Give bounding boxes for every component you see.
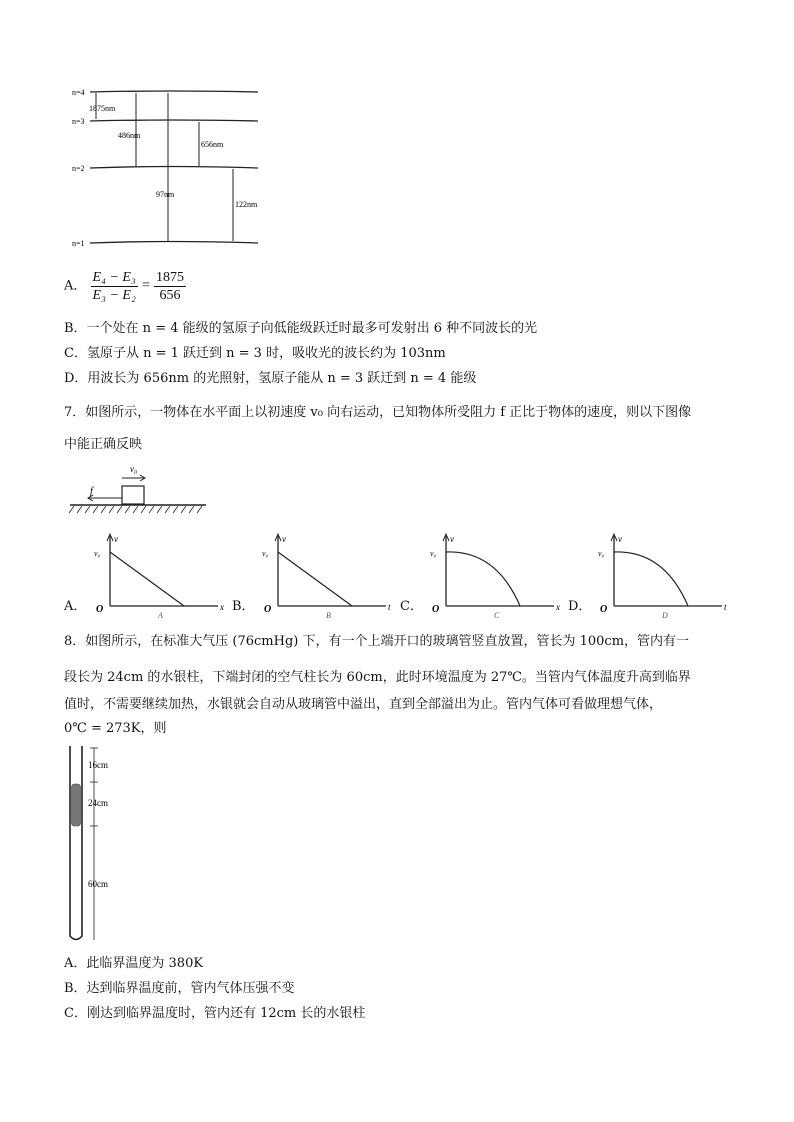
tube-label-60cm: 60cm xyxy=(88,879,108,889)
hatch-mark xyxy=(165,506,170,513)
q6-option-a-rhs xyxy=(154,269,186,304)
velocity-curve-linear xyxy=(110,552,184,606)
q8-option-a: A．此临界温度为 380K xyxy=(64,956,204,971)
x-axis-label: x xyxy=(220,602,224,612)
q7-stem-line-2: 中能正确反映 xyxy=(64,437,143,452)
q6-option-a-lhs-den: E₃ − E₂ xyxy=(92,287,136,303)
hatch-mark xyxy=(189,506,194,513)
tube-outline xyxy=(70,746,82,940)
level-line-n1 xyxy=(90,242,258,244)
q8-stem-line-4: 0℃ = 273K，则 xyxy=(64,721,167,736)
q6-option-d: D．用波长为 656nm 的光照射，氢原子能从 n = 3 跃迁到 n = 4 能级 xyxy=(64,371,477,386)
q6-option-a-lhs xyxy=(91,269,138,304)
q7-graph-c xyxy=(426,530,566,620)
level-label-n3: n=3 xyxy=(72,117,85,126)
y-axis-label: v xyxy=(618,534,622,544)
wavelength-label-97: 97nm xyxy=(156,190,175,199)
level-line-n4 xyxy=(90,91,258,92)
graph-sublabel: B xyxy=(326,611,331,620)
graph-sublabel: A xyxy=(158,611,163,620)
x-axis-label: x xyxy=(556,602,560,612)
level-line-n2 xyxy=(90,167,258,169)
v0-tick-label: v₀ xyxy=(598,549,605,558)
q8-stem-line-3: 值时，不需要继续加热，水银就会自动从玻璃管中溢出，直到全部溢出为止。管内气体可看做理想气体， xyxy=(64,697,663,712)
origin-label: O xyxy=(96,604,104,615)
q8-option-c: C．刚达到临界温度时，管内还有 12cm 长的水银柱 xyxy=(64,1006,366,1021)
graph-sublabel: C xyxy=(494,611,500,620)
q7-option-letter-b: B． xyxy=(232,599,255,614)
q6-option-a-rhs-den: 656 xyxy=(159,287,181,303)
q7-graph-b xyxy=(258,530,398,620)
velocity-curve-arc xyxy=(614,552,688,606)
velocity-curve-arc xyxy=(446,552,520,606)
ground-hatching xyxy=(69,506,202,513)
wavelength-label-656: 656nm xyxy=(201,140,224,149)
hatch-mark xyxy=(109,506,114,513)
v0-tick-label: v₀ xyxy=(262,549,269,558)
velocity-curve-linear xyxy=(278,552,352,606)
q8-stem-line-1: 8．如图所示，在标准大气压 (76cmHg) 下，有一个上端开口的玻璃管竖直放置，管长为 100cm，管内有一 xyxy=(64,634,690,649)
q6-option-b: B．一个处在 n = 4 能级的氢原子向低能级跃迁时最多可发射出 6 种不同波长的光 xyxy=(64,321,538,336)
hatch-mark xyxy=(197,506,202,513)
hatch-mark xyxy=(101,506,106,513)
q7-option-letter-c: C． xyxy=(400,599,423,614)
q7-option-letter-d: D． xyxy=(568,599,592,614)
y-axis-label: v xyxy=(114,534,118,544)
q6-option-a xyxy=(64,266,186,306)
hatch-mark xyxy=(173,506,178,513)
friction-label: f xyxy=(90,486,93,497)
q6-option-a-letter: A． xyxy=(64,278,87,294)
v0-tick-label: v₀ xyxy=(94,549,101,558)
hatch-mark xyxy=(157,506,162,513)
hatch-mark xyxy=(125,506,130,513)
hatch-mark xyxy=(93,506,98,513)
wavelength-label-486: 486nm xyxy=(118,131,141,140)
hatch-mark xyxy=(133,506,138,513)
q6-option-a-lhs-num: E₄ − E₃ xyxy=(92,269,136,285)
mercury-column xyxy=(72,784,81,826)
q6-option-a-equals: = xyxy=(141,278,150,293)
block xyxy=(122,486,144,504)
q7-graph-d xyxy=(594,530,734,620)
wavelength-label-1875: 1875nm xyxy=(89,104,116,113)
q8-option-b: B．达到临界温度前，管内气体压强不变 xyxy=(64,981,295,996)
hatch-mark xyxy=(117,506,122,513)
x-axis-label: t xyxy=(724,602,727,612)
tube-label-16cm: 16cm xyxy=(88,760,108,770)
origin-label: O xyxy=(600,604,608,615)
q7-stem-line-1: 7．如图所示，一物体在水平面上以初速度 v₀ 向右运动，已知物体所受阻力 f 正比于物体的速度，则以下图像 xyxy=(64,405,692,420)
hatch-mark xyxy=(85,506,90,513)
wavelength-label-122: 122nm xyxy=(235,200,258,209)
q7-block-figure xyxy=(66,458,216,518)
level-label-n1: n=1 xyxy=(72,239,85,248)
hatch-mark xyxy=(77,506,82,513)
q8-glass-tube-figure xyxy=(64,744,134,944)
hatch-mark xyxy=(141,506,146,513)
hatch-mark xyxy=(181,506,186,513)
tube-label-24cm: 24cm xyxy=(88,798,108,808)
y-axis-label: v xyxy=(450,534,454,544)
level-label-n4: n=4 xyxy=(72,88,85,97)
hatch-mark xyxy=(149,506,154,513)
q7-graph-a xyxy=(90,530,230,620)
hatch-mark xyxy=(69,506,74,513)
graph-sublabel: D xyxy=(662,611,668,620)
energy-level-diagram xyxy=(70,82,270,252)
q6-option-a-rhs-num: 1875 xyxy=(156,269,185,285)
q6-option-c: C．氢原子从 n = 1 跃迁到 n = 3 时，吸收光的波长约为 103nm xyxy=(64,346,446,361)
y-axis-label: v xyxy=(282,534,286,544)
x-axis-label: t xyxy=(388,602,391,612)
q7-option-letter-a: A． xyxy=(64,599,87,614)
v0-tick-label: v₀ xyxy=(430,549,437,558)
origin-label: O xyxy=(432,604,440,615)
origin-label: O xyxy=(264,604,272,615)
v0-label: v₀ xyxy=(130,464,138,474)
q8-stem-line-2: 段长为 24cm 的水银柱，下端封闭的空气柱长为 60cm，此时环境温度为 27℃。当管内气体温度升高到临界 xyxy=(64,670,691,685)
level-label-n2: n=2 xyxy=(72,164,85,173)
level-line-n3 xyxy=(90,120,258,121)
